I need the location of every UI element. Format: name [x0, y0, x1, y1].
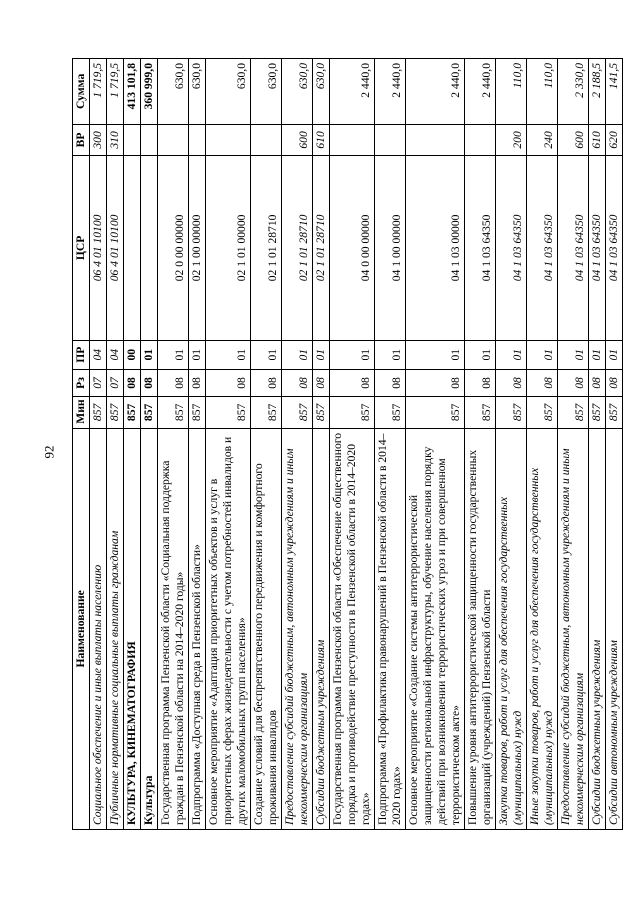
cell-vr: 600: [282, 124, 313, 156]
cell-name: Предоставление субсидий бюджетным, автономным учреждениям и иным некоммерческим организациям: [282, 428, 313, 829]
cell-pr: 04: [90, 340, 107, 369]
cell-name: Предоставление субсидий бюджетным, автономным учреждениям и иным некоммерческим организациям: [558, 428, 589, 829]
cell-rz: 08: [313, 369, 330, 396]
cell-pr: 01: [251, 340, 282, 369]
table-row: [124, 59, 141, 830]
cell-sum: 2 440,0: [375, 59, 406, 125]
cell-pr: 01: [141, 340, 158, 369]
cell-csr: 04 0 00 00000: [330, 156, 375, 340]
cell-csr: 02 1 01 00000: [206, 156, 251, 340]
cell-sum: 630,0: [158, 59, 189, 125]
cell-rz: 07: [90, 369, 107, 396]
cell-rz: 08: [189, 369, 206, 396]
cell-min: 857: [527, 397, 558, 429]
cell-name: КУЛЬТУРА, КИНЕМАТОГРАФИЯ: [124, 428, 141, 829]
cell-csr: 04 1 03 64350: [527, 156, 558, 340]
table-row: [375, 59, 406, 830]
cell-vr: [465, 124, 496, 156]
cell-name: Иные закупки товаров, работ и услуг для обеспечения государственных (муниципальных) нужд: [527, 428, 558, 829]
table-row: [465, 59, 496, 830]
cell-csr: [141, 156, 158, 340]
cell-csr: 04 1 03 64350: [558, 156, 589, 340]
cell-min: 857: [465, 397, 496, 429]
cell-name: Публичные нормативные социальные выплаты гражданам: [107, 428, 124, 829]
cell-name: Социальное обеспечение и иные выплаты населению: [90, 428, 107, 829]
table-row: [206, 59, 251, 830]
cell-sum: 413 101,8: [124, 59, 141, 125]
cell-rz: 08: [124, 369, 141, 396]
cell-vr: [406, 124, 465, 156]
cell-name: Подпрограмма «Доступная среда в Пензенской области»: [189, 428, 206, 829]
cell-rz: 08: [282, 369, 313, 396]
header-pr: ПР: [73, 340, 90, 369]
cell-sum: 1 719,5: [107, 59, 124, 125]
cell-csr: 04 1 00 00000: [375, 156, 406, 340]
cell-pr: 01: [496, 340, 527, 369]
cell-name: Культура: [141, 428, 158, 829]
cell-name: Субсидии бюджетным учреждениям: [313, 428, 330, 829]
cell-vr: 610: [313, 124, 330, 156]
cell-rz: 08: [158, 369, 189, 396]
cell-sum: 630,0: [251, 59, 282, 125]
cell-sum: 360 999,0: [141, 59, 158, 125]
cell-rz: 08: [465, 369, 496, 396]
cell-csr: 02 1 01 28710: [251, 156, 282, 340]
cell-sum: 2 330,0: [558, 59, 589, 125]
table-row: [558, 59, 589, 830]
cell-rz: 08: [141, 369, 158, 396]
cell-vr: [141, 124, 158, 156]
table-row: [90, 59, 107, 830]
cell-pr: 01: [313, 340, 330, 369]
cell-name: Повышение уровня антитеррористической защищенности государственных организаций (учреждений) Пензенской области: [465, 428, 496, 829]
table-row: [330, 59, 375, 830]
cell-rz: 08: [375, 369, 406, 396]
cell-min: 857: [330, 397, 375, 429]
cell-sum: 2 440,0: [330, 59, 375, 125]
cell-name: Основное мероприятие «Адаптация приоритетных объектов и услуг в приоритетных сферах жизнедеятельности с учетом потребностей инвалидов и других маломобильных групп населения»: [206, 428, 251, 829]
cell-sum: 2 188,5: [589, 59, 606, 125]
cell-rz: 07: [107, 369, 124, 396]
cell-csr: 06 4 01 10100: [90, 156, 107, 340]
header-sum: Сумма: [73, 59, 90, 125]
cell-csr: 04 1 03 64350: [496, 156, 527, 340]
table-row: [107, 59, 124, 830]
cell-min: 857: [107, 397, 124, 429]
table-row: [606, 59, 623, 830]
cell-vr: [330, 124, 375, 156]
cell-name: Закупка товаров, работ и услуг для обеспечения государственных (муниципальных) нужд: [496, 428, 527, 829]
cell-pr: 01: [158, 340, 189, 369]
cell-sum: 110,0: [496, 59, 527, 125]
cell-pr: 01: [527, 340, 558, 369]
cell-vr: [251, 124, 282, 156]
table-body: [90, 59, 623, 830]
cell-min: 857: [124, 397, 141, 429]
cell-min: 857: [189, 397, 206, 429]
cell-min: 857: [558, 397, 589, 429]
header-name: Наименование: [73, 428, 90, 829]
cell-sum: 630,0: [189, 59, 206, 125]
cell-min: 857: [158, 397, 189, 429]
cell-pr: 04: [107, 340, 124, 369]
cell-vr: 240: [527, 124, 558, 156]
cell-min: 857: [375, 397, 406, 429]
cell-rz: 08: [606, 369, 623, 396]
table-row: [141, 59, 158, 830]
cell-csr: [124, 156, 141, 340]
cell-vr: 310: [107, 124, 124, 156]
cell-vr: [375, 124, 406, 156]
cell-pr: 01: [282, 340, 313, 369]
cell-name: Государственная программа Пензенской области «Обеспечение общественного порядка и противодействие преступности в Пензенской области в 2014–2020 годах»: [330, 428, 375, 829]
cell-csr: 02 1 01 28710: [313, 156, 330, 340]
cell-min: 857: [496, 397, 527, 429]
cell-rz: 08: [406, 369, 465, 396]
cell-min: 857: [589, 397, 606, 429]
cell-name: Государственная программа Пензенской области «Социальная поддержка граждан в Пензенской области на 2014–2020 годы»: [158, 428, 189, 829]
cell-min: 857: [606, 397, 623, 429]
cell-csr: 04 1 03 00000: [406, 156, 465, 340]
cell-rz: 08: [558, 369, 589, 396]
cell-pr: 01: [465, 340, 496, 369]
cell-min: 857: [406, 397, 465, 429]
cell-vr: [189, 124, 206, 156]
cell-rz: 08: [251, 369, 282, 396]
table-row: [406, 59, 465, 830]
cell-vr: 300: [90, 124, 107, 156]
page-number: 92: [41, 445, 57, 459]
table-row: [282, 59, 313, 830]
cell-min: 857: [141, 397, 158, 429]
cell-sum: 110,0: [527, 59, 558, 125]
table-row: [158, 59, 189, 830]
cell-csr: 04 1 03 64350: [606, 156, 623, 340]
cell-name: Создание условий для беспрепятственного передвижения и комфортного проживания инвалидов: [251, 428, 282, 829]
cell-pr: 00: [124, 340, 141, 369]
cell-pr: 01: [189, 340, 206, 369]
header-csr: ЦСР: [73, 156, 90, 340]
cell-name: Основное мероприятие «Создание системы антитеррористической защищенности региональной инфраструктуры, обучение населения порядку действий при возникновении террористических угроз и при совершенном террористическом акте»: [406, 428, 465, 829]
cell-sum: 630,0: [206, 59, 251, 125]
cell-pr: 01: [206, 340, 251, 369]
cell-name: Субсидии автономным учреждениям: [606, 428, 623, 829]
cell-sum: 630,0: [282, 59, 313, 125]
cell-min: 857: [313, 397, 330, 429]
cell-sum: 2 440,0: [465, 59, 496, 125]
cell-vr: 610: [589, 124, 606, 156]
table-row: [189, 59, 206, 830]
cell-sum: 2 440,0: [406, 59, 465, 125]
cell-min: 857: [206, 397, 251, 429]
cell-csr: 02 1 01 28710: [282, 156, 313, 340]
cell-vr: 200: [496, 124, 527, 156]
cell-name: Субсидии бюджетным учреждениям: [589, 428, 606, 829]
budget-table: [72, 58, 623, 830]
cell-rz: 08: [206, 369, 251, 396]
cell-min: 857: [90, 397, 107, 429]
cell-vr: [206, 124, 251, 156]
cell-rz: 08: [496, 369, 527, 396]
header-rz: Рз: [73, 369, 90, 396]
cell-sum: 141,5: [606, 59, 623, 125]
cell-pr: 01: [330, 340, 375, 369]
cell-pr: 01: [375, 340, 406, 369]
rotated-table-container: [72, 58, 620, 830]
cell-vr: 600: [558, 124, 589, 156]
table-row: [251, 59, 282, 830]
cell-csr: 06 4 01 10100: [107, 156, 124, 340]
cell-vr: [124, 124, 141, 156]
cell-min: 857: [282, 397, 313, 429]
cell-min: 857: [251, 397, 282, 429]
cell-vr: [158, 124, 189, 156]
cell-rz: 08: [527, 369, 558, 396]
table-row: [527, 59, 558, 830]
table-header-row: [73, 59, 90, 830]
table-row: [496, 59, 527, 830]
cell-name: Подпрограмма «Профилактика правонарушений в Пензенской области в 2014–2020 годах»: [375, 428, 406, 829]
cell-pr: 01: [606, 340, 623, 369]
table-row: [589, 59, 606, 830]
cell-csr: 02 1 00 00000: [189, 156, 206, 340]
cell-pr: 01: [558, 340, 589, 369]
cell-pr: 01: [406, 340, 465, 369]
cell-sum: 630,0: [313, 59, 330, 125]
header-min: Мин: [73, 397, 90, 429]
cell-vr: 620: [606, 124, 623, 156]
cell-csr: 04 1 03 64350: [589, 156, 606, 340]
cell-csr: 02 0 00 00000: [158, 156, 189, 340]
cell-csr: 04 1 03 64350: [465, 156, 496, 340]
cell-pr: 01: [589, 340, 606, 369]
table-row: [313, 59, 330, 830]
header-vr: ВР: [73, 124, 90, 156]
cell-sum: 1 719,5: [90, 59, 107, 125]
cell-rz: 08: [330, 369, 375, 396]
cell-rz: 08: [589, 369, 606, 396]
